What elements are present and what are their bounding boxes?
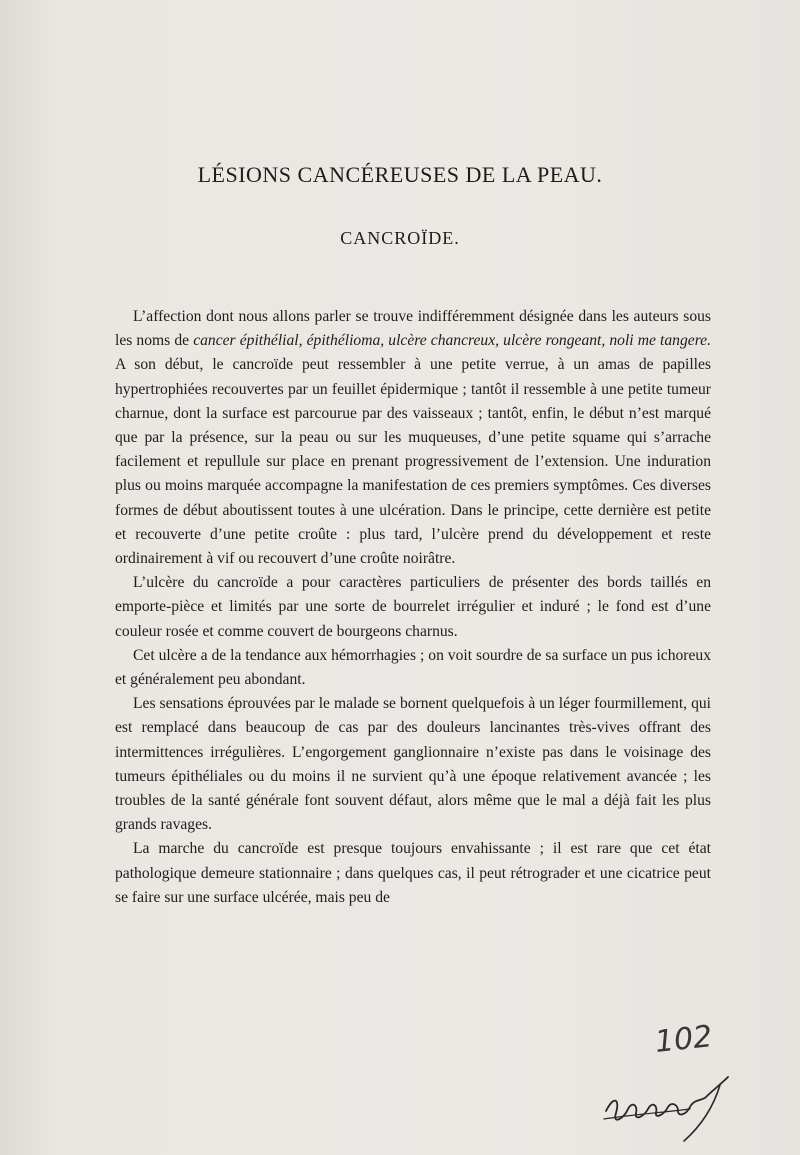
text-segment: Les sensations éprouvées par le malade se bornent quelquefois à un léger fourmillement, qui est remplacé dans beaucoup de cas par des douleurs lancinantes très-vives offrant des intermittences irrégulières. L’engorgement ganglionnaire n’existe pas dans le voisinage des tumeurs épithéliales ou du moins il ne survient qu’à une époque relativement avancée ; les troubles de la santé générale font souvent défaut, alors même que le mal a déjà fait les plus grands ravages. xyxy=(115,695,711,834)
body-paragraph xyxy=(115,571,711,644)
text-segment: L’ulcère du cancroïde a pour caractères particuliers de présenter des bords taillés en emporte-pièce et limités par une sorte de bourrelet irrégulier et induré ; le fond est d’une couleur rosée et comme couvert de bourgeons charnus. xyxy=(115,574,711,640)
text-segment: Cet ulcère a de la tendance aux hémorrhagies ; on voit sourdre de sa surface un pus ichoreux et généralement peu abondant. xyxy=(115,646,711,689)
italic-text-segment: cancer épithélial, épithélioma, ulcère chancreux, ulcère rongeant, noli me tangere. xyxy=(193,332,712,350)
section-subtitle: CANCROÏDE. xyxy=(340,228,460,248)
body-paragraph xyxy=(115,837,711,910)
body-paragraph xyxy=(115,692,711,837)
body-paragraph xyxy=(115,644,711,692)
body-text xyxy=(115,305,711,910)
text-segment: L’affection dont nous allons parler se trouve indifféremment désignée dans les auteurs sous les noms de xyxy=(115,308,711,350)
page-title: LÉSIONS CANCÉREUSES DE LA PEAU. xyxy=(197,162,603,187)
handwritten-page-number: 102 xyxy=(653,1019,714,1060)
handwritten-signature xyxy=(598,1065,738,1145)
text-segment: A son début, le cancroïde peut ressembler à une petite verrue, à un amas de papilles hypertrophiées recouvertes par un feuillet épidermique ; tantôt il ressemble à une petite tumeur charnue, dont la surface est parcourue par des vaisseaux ; tantôt, enfin, le début n’est marqué que par la présence, sur la peau ou sur les muqueuses, d’une petite squame qui s’arrache facilement et repullule sur place en prenant progressivement de l’extension. Une induration plus ou moins marquée accompagne la manifestation de ces premiers symptômes. Ces diverses formes de début aboutissent toutes à une ulcération. Dans le principe, cette dernière est petite et recouverte d’une petite croûte : plus tard, l’ulcère prend du développement et reste ordinairement à vif ou recouvert d’une croûte noirâtre. xyxy=(115,356,711,568)
body-paragraph xyxy=(115,305,711,571)
text-segment: La marche du cancroïde est presque toujours envahissante ; il est rare que cet état pathologique demeure stationnaire ; dans quelques cas, il peut rétrograder et une cicatrice peut se faire sur une surface ulcérée, mais peu de xyxy=(115,840,711,906)
